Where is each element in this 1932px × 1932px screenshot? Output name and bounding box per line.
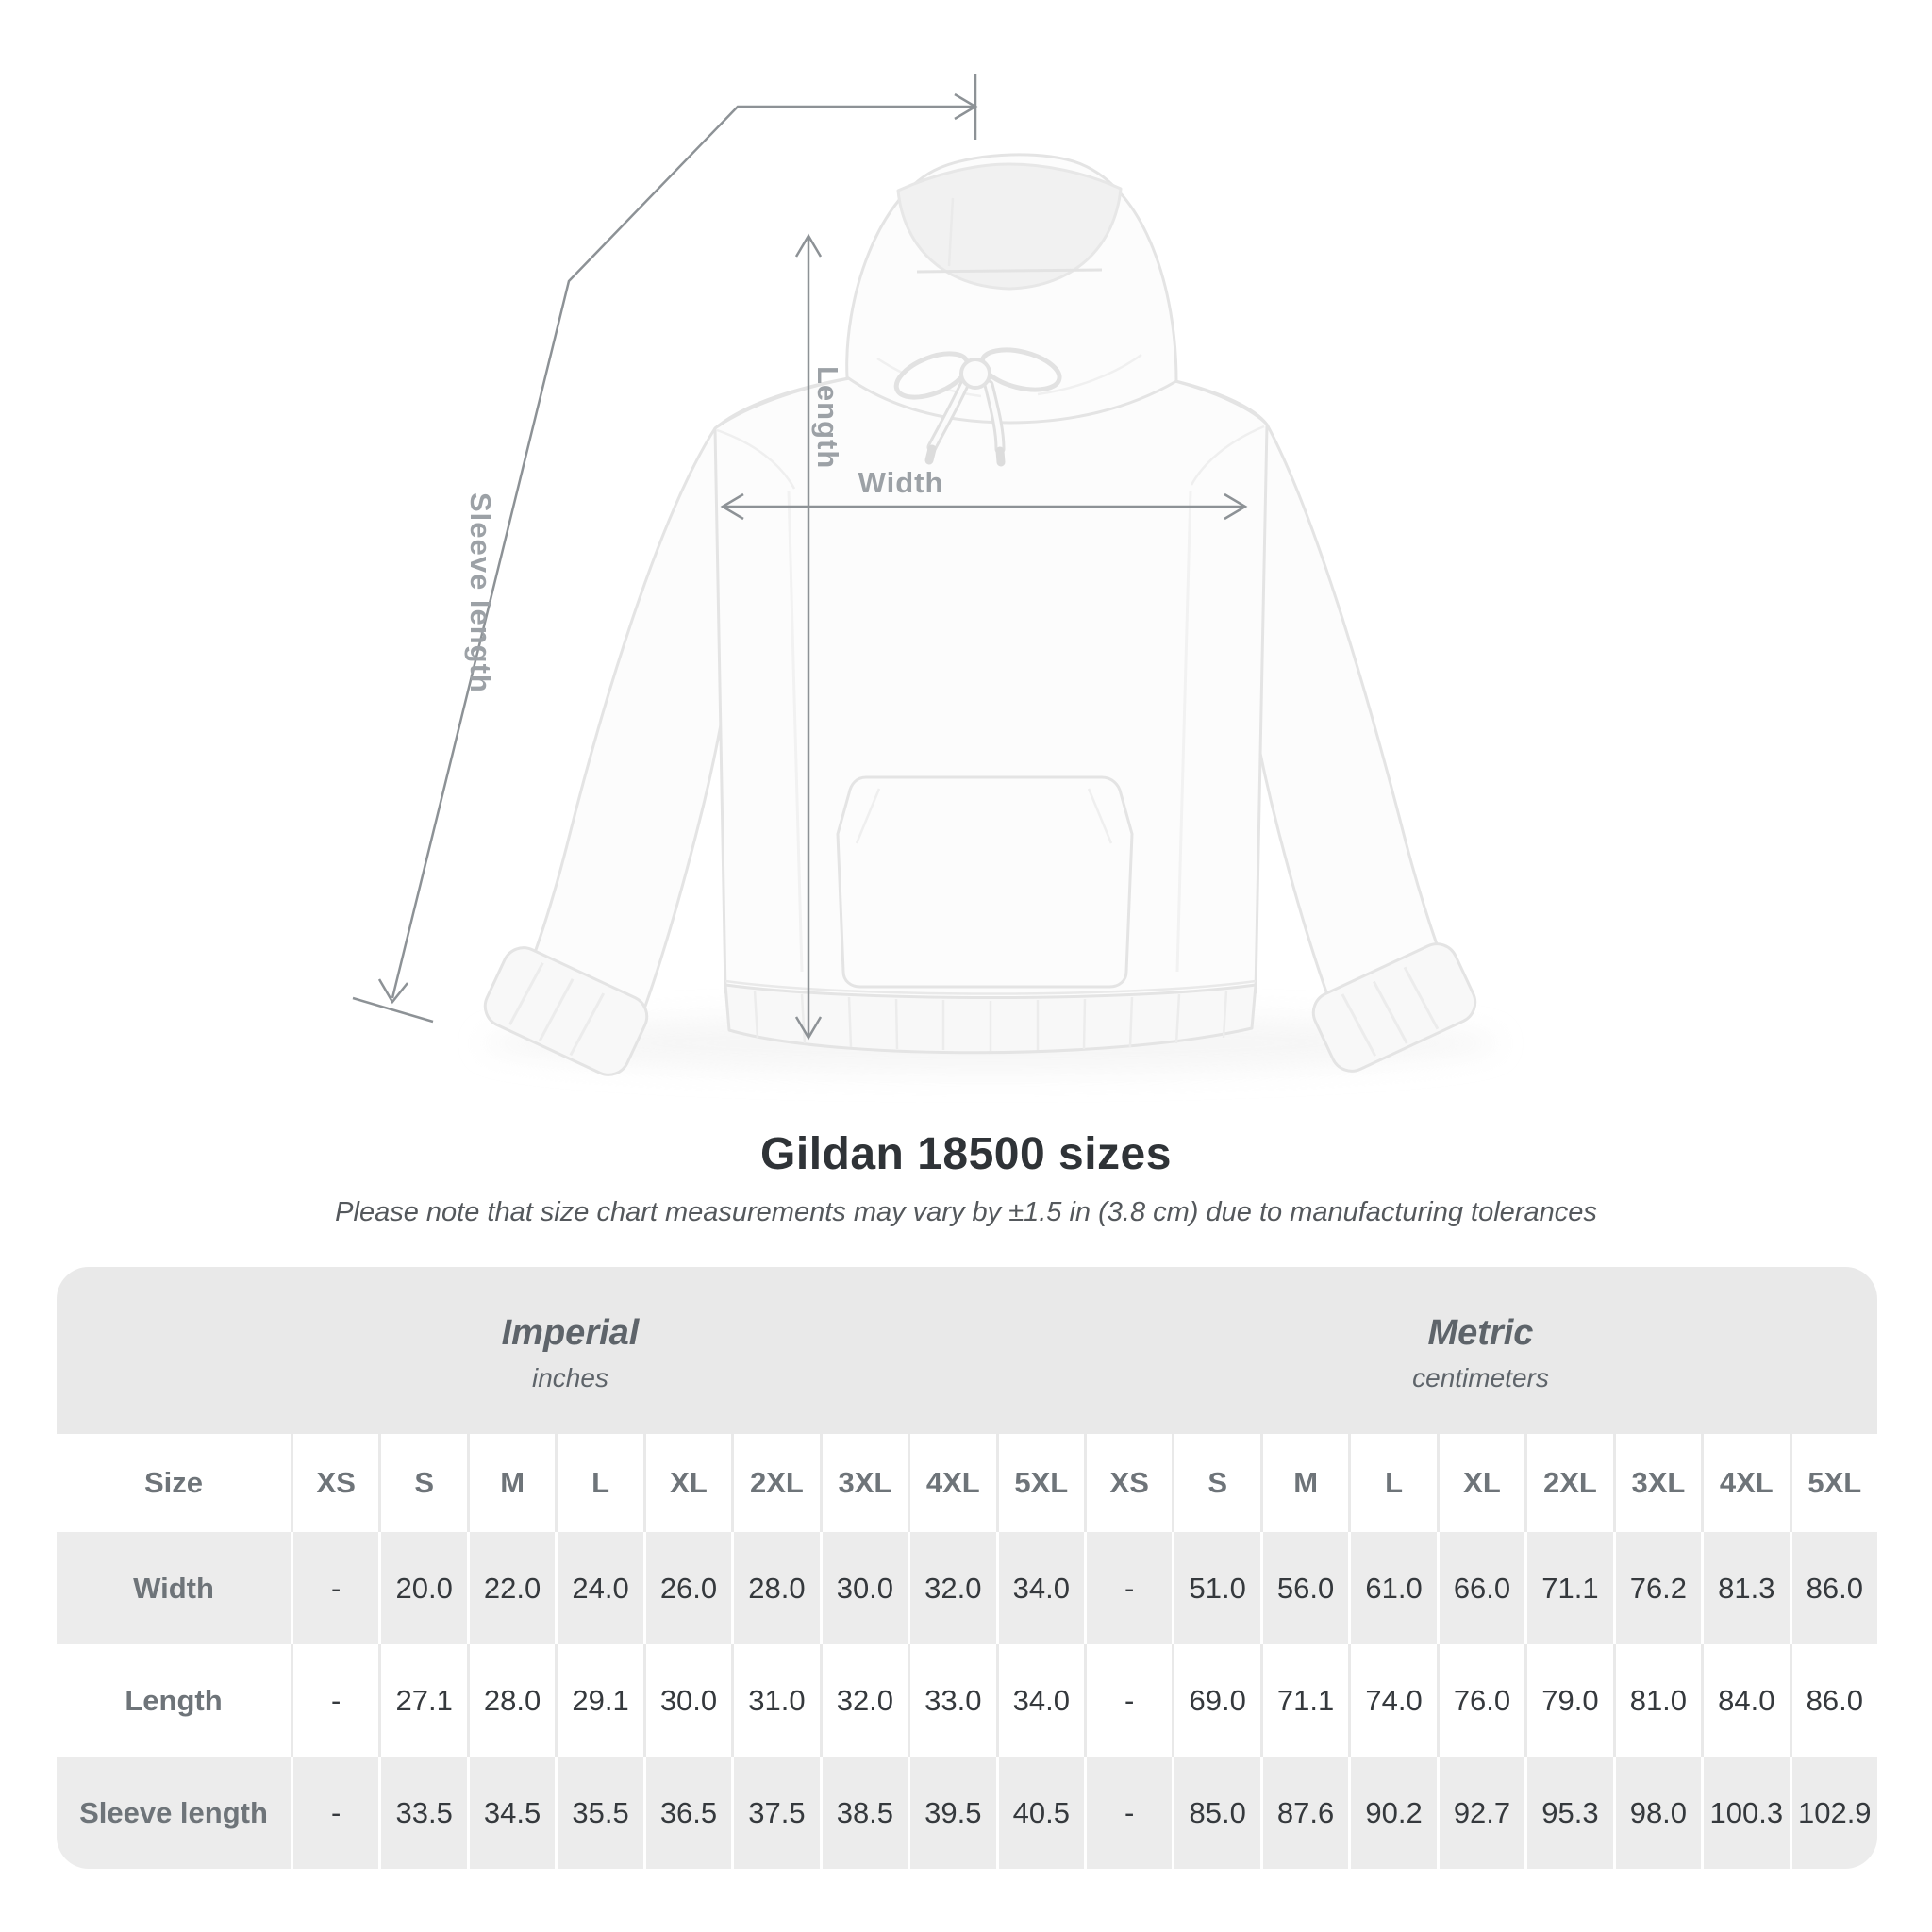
width-label: Width [858, 466, 944, 499]
value-cell: 87.6 [1260, 1757, 1348, 1869]
unit-subtitle: centimeters [1412, 1363, 1549, 1392]
size-header-cell: XS [1084, 1434, 1172, 1532]
value-cell: 37.5 [731, 1757, 819, 1869]
row-label: Length [57, 1644, 291, 1757]
value-cell: 98.0 [1613, 1757, 1701, 1869]
value-cell: 81.0 [1613, 1644, 1701, 1757]
value-cell: - [1084, 1532, 1172, 1644]
length-label: Length [811, 366, 844, 470]
size-header-cell: 4XL [1701, 1434, 1789, 1532]
size-header-cell: S [1172, 1434, 1259, 1532]
size-column-header: Size [57, 1434, 291, 1532]
value-cell: 22.0 [467, 1532, 555, 1644]
value-cell: 32.0 [908, 1532, 995, 1644]
value-cell: 86.0 [1790, 1644, 1877, 1757]
unit-subtitle: inches [532, 1363, 608, 1392]
unit-title: Metric [1427, 1313, 1534, 1353]
value-cell: 79.0 [1524, 1644, 1612, 1757]
value-cell: 32.0 [820, 1644, 908, 1757]
value-cell: 84.0 [1701, 1644, 1789, 1757]
tolerance-note: Please note that size chart measurements may vary by ±1.5 in (3.8 cm) due to manufacturing tolerances [335, 1197, 1597, 1227]
value-cell: 20.0 [378, 1532, 466, 1644]
value-cell: 92.7 [1437, 1757, 1524, 1869]
size-header-cell: L [1348, 1434, 1436, 1532]
value-cell: - [291, 1757, 378, 1869]
size-header-cell: L [555, 1434, 642, 1532]
value-cell: 69.0 [1172, 1644, 1259, 1757]
value-cell: 26.0 [643, 1532, 731, 1644]
value-cell: 34.0 [996, 1532, 1084, 1644]
value-cell: 102.9 [1790, 1757, 1877, 1869]
value-cell: 86.0 [1790, 1532, 1877, 1644]
size-header-cell: M [1260, 1434, 1348, 1532]
value-cell: 66.0 [1437, 1532, 1524, 1644]
value-cell: 24.0 [555, 1532, 642, 1644]
size-header-cell: 3XL [1613, 1434, 1701, 1532]
size-header-cell: 3XL [820, 1434, 908, 1532]
value-cell: 30.0 [820, 1532, 908, 1644]
value-cell: 38.5 [820, 1757, 908, 1869]
value-cell: 100.3 [1701, 1757, 1789, 1869]
size-header-cell: S [378, 1434, 466, 1532]
value-cell: 34.5 [467, 1757, 555, 1869]
value-cell: 29.1 [555, 1644, 642, 1757]
value-cell: - [291, 1644, 378, 1757]
value-cell: 30.0 [643, 1644, 731, 1757]
page-title: Gildan 18500 sizes [760, 1129, 1172, 1179]
row-label: Width [57, 1532, 291, 1644]
size-header-cell: M [467, 1434, 555, 1532]
title-block [0, 1128, 1932, 1228]
value-cell: 76.2 [1613, 1532, 1701, 1644]
size-table [57, 1267, 1877, 1869]
size-header-cell: 2XL [731, 1434, 819, 1532]
hoodie-pocket [838, 777, 1132, 987]
value-cell: 33.0 [908, 1644, 995, 1757]
hoodie [478, 155, 1482, 1082]
size-header-cell: XS [291, 1434, 378, 1532]
size-header-cell: 5XL [1790, 1434, 1877, 1532]
unit-title: Imperial [501, 1313, 640, 1353]
value-cell: 74.0 [1348, 1644, 1436, 1757]
value-cell: 85.0 [1172, 1757, 1259, 1869]
row-label: Sleeve length [57, 1757, 291, 1869]
size-header-cell: 5XL [996, 1434, 1084, 1532]
value-cell: 35.5 [555, 1757, 642, 1869]
value-cell: 33.5 [378, 1757, 466, 1869]
size-header-cell: XL [1437, 1434, 1524, 1532]
value-cell: 71.1 [1524, 1532, 1612, 1644]
value-cell: 39.5 [908, 1757, 995, 1869]
value-cell: 90.2 [1348, 1757, 1436, 1869]
size-header-cell: 2XL [1524, 1434, 1612, 1532]
value-cell: 71.1 [1260, 1644, 1348, 1757]
value-cell: 95.3 [1524, 1757, 1612, 1869]
value-cell: 27.1 [378, 1644, 466, 1757]
unit-group-imperial [57, 1267, 1084, 1434]
unit-group-metric [1084, 1267, 1877, 1434]
value-cell: 81.3 [1701, 1532, 1789, 1644]
value-cell: 28.0 [731, 1532, 819, 1644]
value-cell: - [1084, 1644, 1172, 1757]
value-cell: 31.0 [731, 1644, 819, 1757]
value-cell: - [1084, 1757, 1172, 1869]
value-cell: 61.0 [1348, 1532, 1436, 1644]
value-cell: 76.0 [1437, 1644, 1524, 1757]
value-cell: 51.0 [1172, 1532, 1259, 1644]
value-cell: 28.0 [467, 1644, 555, 1757]
value-cell: 56.0 [1260, 1532, 1348, 1644]
value-cell: 36.5 [643, 1757, 731, 1869]
size-header-cell: XL [643, 1434, 731, 1532]
size-header-cell: 4XL [908, 1434, 995, 1532]
value-cell: 34.0 [996, 1644, 1084, 1757]
value-cell: 40.5 [996, 1757, 1084, 1869]
value-cell: - [291, 1532, 378, 1644]
sleeve-length-label: Sleeve length [464, 492, 497, 693]
